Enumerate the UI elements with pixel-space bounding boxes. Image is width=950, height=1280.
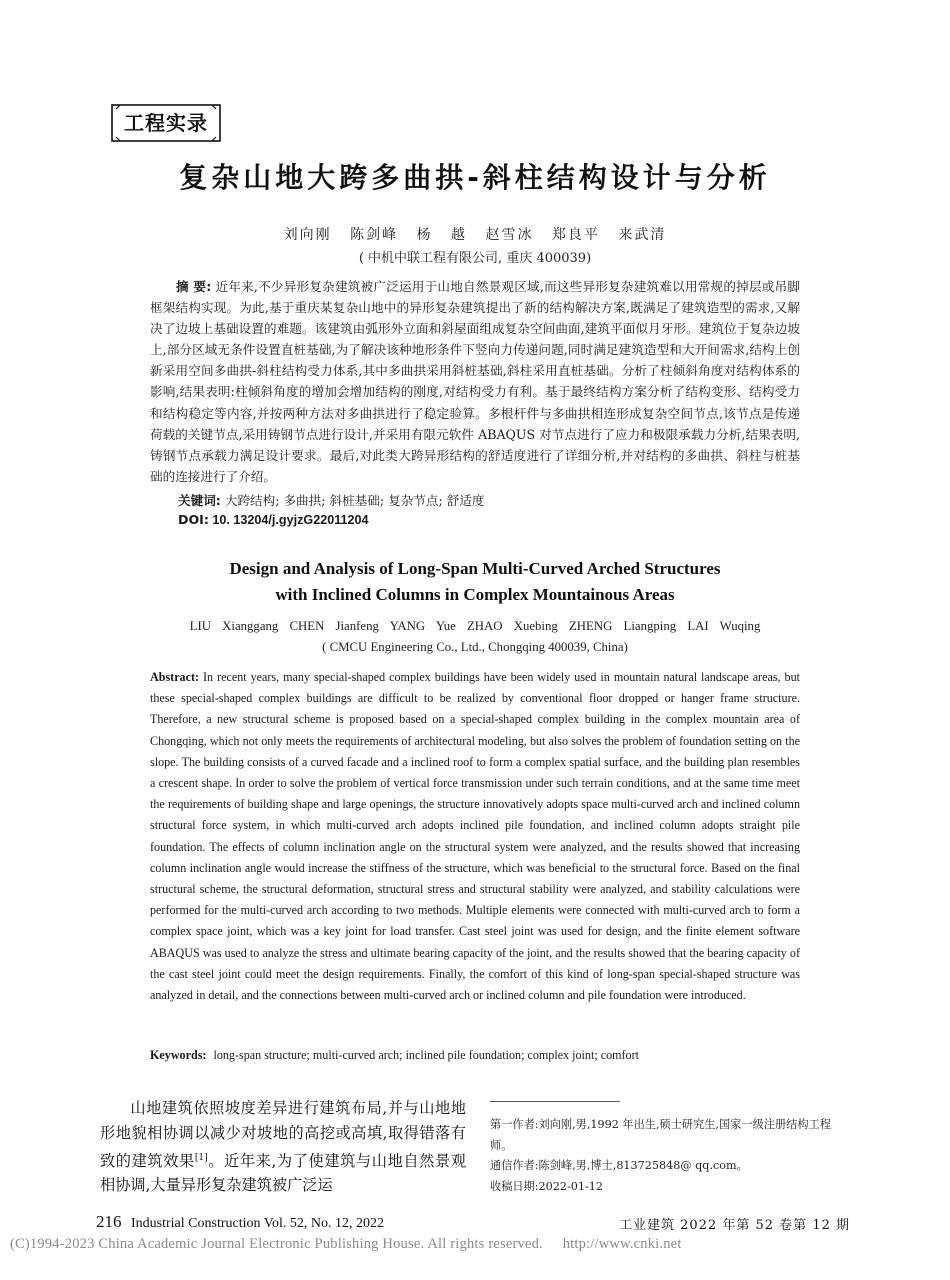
keywords-cn: [178, 490, 485, 509]
abstract-en: [150, 667, 800, 1006]
citation-link[interactable]: [1]: [194, 1152, 208, 1163]
abstract-cn-label: 摘 要:: [176, 279, 212, 294]
copyright-text: (C)1994-2023 China Academic Journal Electronic Publishing House. All rights reserved.: [10, 1236, 543, 1252]
authors-cn: 刘向刚 陈剑峰 杨 越 赵雪冰 郑良平 来武清: [283, 227, 667, 243]
body-text-part1: 山地建筑依照坡度差异进行建筑布局,并与山地地形地貌相协调以减少对坡地的高挖或高填,取得错落有致的建筑效果: [100, 1099, 466, 1170]
keywords-cn-text: 大跨结构; 多曲拱; 斜桩基础; 复杂节点; 舒适度: [224, 493, 485, 508]
footnote-divider: [490, 1101, 620, 1102]
page-number: 216: [96, 1212, 122, 1231]
footer-left: [96, 1212, 384, 1232]
title-cn: 复杂山地大跨多曲拱-斜柱结构设计与分析: [179, 161, 771, 194]
journal-name-en: Industrial Construction Vol. 52, No. 12, 2022: [131, 1216, 385, 1231]
title-en-line2: with Inclined Columns in Complex Mountainous Areas: [275, 585, 675, 604]
abstract-en-text: In recent years, many special-shaped complex buildings have been widely used in mountain natural landscape areas, but these special-shaped complex buildings are difficult to be realized by conventional floor dropped or hanger frame structure. Therefore, a new structural scheme is proposed based on a special-shaped complex building in the complex mountain area of Chongqing, which not only meets the requirements of architectural modeling, but also solves the problem of foundation setting on the slope. The building consists of a curved facade and a inclined roof to form a complex spatial surface, and the building plan resembles a crescent shape. In order to solve the problem of vertical force transmission under such terrain conditions, and at the same time meet the requirements of building shape and large openings, the structure innovatively adopts space multi-curved arch and inclined column structural force system, in which multi-curved arch adopts inclined pile foundation, and inclined column adopts straight pile foundation. The effects of column inclination angle on the structural system were analyzed, and the results showed that increasing column inclination angle would increase the stiffness of the structure, which was beneficial to the structural force. Based on the final structural scheme, the structural deformation, structural stress and structural stability were analyzed, and stability calculations were performed for the multi-curved arch according to two methods. Multiple elements were connected with multi-curved arch to form a complex space joint, which was a key joint for load transfer. Cast steel joint was used for design, and the finite element software ABAQUS was used to analyze the stress and ultimate bearing capacity of the joint, and the results showed that the bearing capacity of the cast steel joint could meet the design requirements. Finally, the comfort of this kind of long-span special-shaped structure was analyzed in detail, and the connections between multi-curved arch or inclined column and pile foundation were introduced.: [150, 670, 800, 1003]
keywords-en: [150, 1048, 639, 1063]
doi-label: DOI:: [178, 512, 209, 527]
body-text-part2: 。近年来,为了使建筑与山地自然景观相协调,大量异形复杂建筑被广泛运: [100, 1151, 467, 1195]
affiliation-en: ( CMCU Engineering Co., Ltd., Chongqing 400039, China): [322, 640, 628, 654]
cnki-link[interactable]: http://www.cnki.net: [562, 1236, 682, 1252]
authors-en: LIU Xianggang CHEN Jianfeng YANG Yue ZHAO Xuebing ZHENG Liangping LAI Wuqing: [189, 619, 761, 633]
affiliation-cn: ( 中机中联工程有限公司, 重庆 400039): [358, 251, 592, 266]
copyright-line: [10, 1236, 682, 1253]
footnote-first-author: 第一作者:刘向刚,男,1992 年出生,硕士研究生,国家一级注册结构工程师。: [490, 1118, 831, 1152]
column-badge: [110, 103, 222, 143]
keywords-en-label: Keywords:: [150, 1048, 207, 1062]
keywords-en-text: long-span structure; multi-curved arch; inclined pile foundation; complex joint; comfort: [213, 1048, 639, 1062]
keywords-cn-label: 关键词:: [178, 493, 221, 508]
title-en: [0, 556, 950, 608]
abstract-cn: [150, 276, 800, 487]
abstract-cn-text: 近年来,不少异形复杂建筑被广泛运用于山地自然景观区域,而这些异形复杂建筑难以用常规的掉层或吊脚框架结构实现。为此,基于重庆某复杂山地中的异形复杂建筑提出了新的结构解决方案,既满足了建筑造型的需求,又解决了边坡上基础设置的难题。该建筑由弧形外立面和斜屋面组成复杂空间曲面,建筑平面似月牙形。建筑位于复杂边坡上,部分区域无条件设置直桩基础,为了解决该种地形条件下竖向力传递问题,同时满足建筑造型和大开间需求,结构上创新采用空间多曲拱-斜柱结构受力体系,其中多曲拱采用斜桩基础,斜柱采用直桩基础。分析了柱倾斜角度对结构体系的影响,结果表明:柱倾斜角度的增加会增加结构的刚度,对结构受力有利。基于最终结构方案分析了结构变形、结构受力和结构稳定等内容,并按两种方法对多曲拱进行了稳定验算。多根杆件与多曲拱相连形成复杂空间节点,该节点是传递荷载的关键节点,采用铸钢节点进行设计,并采用有限元软件 ABAQUS 对节点进行了应力和极限承载力分析,结果表明,铸钢节点承载力满足设计要求。最后,对此类大跨异形结构的舒适度进行了详细分析,并对结构的多曲拱、斜柱与桩基础的连接进行了介绍。: [150, 279, 800, 484]
abstract-en-label: Abstract:: [150, 670, 200, 684]
journal-name-cn: 工业建筑 2022 年第 52 卷第 12 期: [619, 1218, 850, 1233]
footnotes: [490, 1115, 850, 1198]
footnote-corresponding-author: 通信作者:陈剑峰,男,博士,813725848@ qq.com。: [490, 1159, 748, 1173]
body-paragraph: [100, 1096, 466, 1198]
footnote-received-date: 收稿日期:2022-01-12: [490, 1180, 604, 1194]
column-label: 工程实录: [124, 111, 208, 135]
doi: [178, 512, 369, 527]
doi-value: 10. 13204/j.gyjzG22011204: [212, 513, 369, 527]
title-en-line1: Design and Analysis of Long-Span Multi-Curved Arched Structures: [229, 559, 721, 578]
